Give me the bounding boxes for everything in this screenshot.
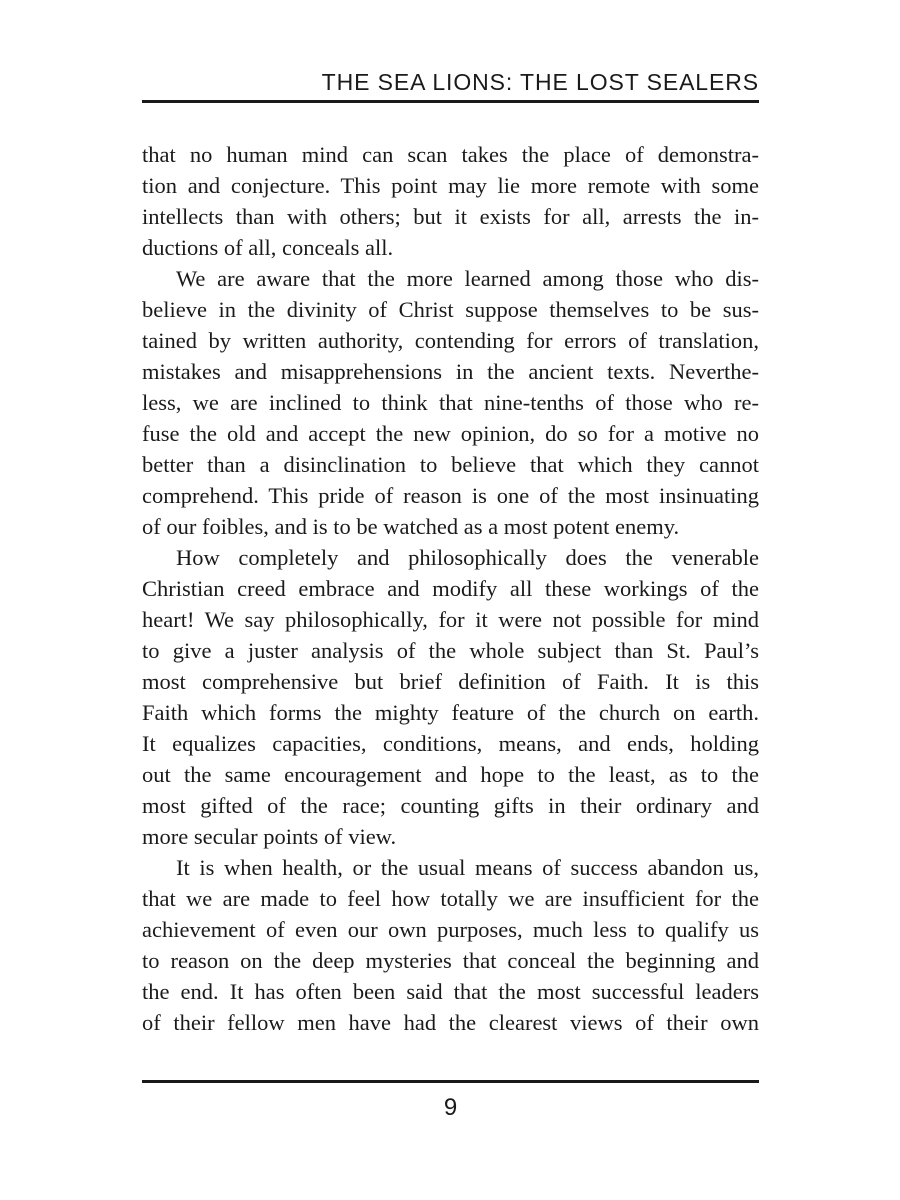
header-rule	[142, 100, 759, 103]
text-line: Faith which forms the mighty feature of the church on earth.	[142, 700, 759, 725]
text-line: Christian creed embrace and modify all these workings of the	[142, 576, 759, 601]
paragraph-1	[142, 139, 759, 263]
text-line: It equalizes capacities, conditions, means, and ends, holding	[142, 731, 759, 756]
paragraph-2	[142, 263, 759, 542]
paragraph-4	[142, 852, 759, 1038]
text-line: of their fellow men have had the clearest views of their own	[142, 1010, 759, 1035]
text-line: that no human mind can scan takes the place of demonstra-	[142, 142, 759, 167]
text-line: that we are made to feel how totally we are insufficient for the	[142, 886, 759, 911]
text-line: comprehend. This pride of reason is one of the most insinuating	[142, 483, 759, 508]
paragraph-3	[142, 542, 759, 852]
text-line: fuse the old and accept the new opinion, do so for a motive no	[142, 421, 759, 446]
book-page	[142, 0, 759, 1200]
text-line: of our foibles, and is to be watched as a most potent enemy.	[142, 514, 680, 539]
running-head: THE SEA LIONS: THE LOST SEALERS	[321, 69, 759, 95]
text-line: less, we are inclined to think that nine-tenths of those who re-	[142, 390, 759, 415]
text-line: believe in the divinity of Christ suppose themselves to be sus-	[142, 297, 759, 322]
page-number: 9	[443, 1094, 458, 1121]
text-line: heart! We say philosophically, for it were not possible for mind	[142, 607, 759, 632]
text-line: achievement of even our own purposes, much less to qualify us	[142, 917, 759, 942]
text-line: to reason on the deep mysteries that conceal the beginning and	[142, 948, 759, 973]
body-text	[142, 139, 759, 1038]
text-line: most comprehensive but brief definition of Faith. It is this	[142, 669, 759, 694]
text-line: out the same encouragement and hope to the least, as to the	[142, 762, 759, 787]
text-line: intellects than with others; but it exists for all, arrests the in-	[142, 204, 759, 229]
footer-rule	[142, 1080, 759, 1083]
text-line: to give a juster analysis of the whole subject than St. Paul’s	[142, 638, 759, 663]
text-line: tion and conjecture. This point may lie more remote with some	[142, 173, 759, 198]
text-line: ductions of all, conceals all.	[142, 235, 394, 260]
text-line: most gifted of the race; counting gifts in their ordinary and	[142, 793, 759, 818]
text-line: tained by written authority, contending for errors of translation,	[142, 328, 759, 353]
text-line: more secular points of view.	[142, 824, 397, 849]
text-line: the end. It has often been said that the most successful leaders	[142, 979, 759, 1004]
text-line: How completely and philosophically does the venerable	[176, 545, 759, 570]
text-line: mistakes and misapprehensions in the ancient texts. Neverthe-	[142, 359, 759, 384]
text-line: We are aware that the more learned among those who dis-	[176, 266, 759, 291]
text-line: better than a disinclination to believe that which they cannot	[142, 452, 759, 477]
text-line: It is when health, or the usual means of success abandon us,	[176, 855, 759, 880]
